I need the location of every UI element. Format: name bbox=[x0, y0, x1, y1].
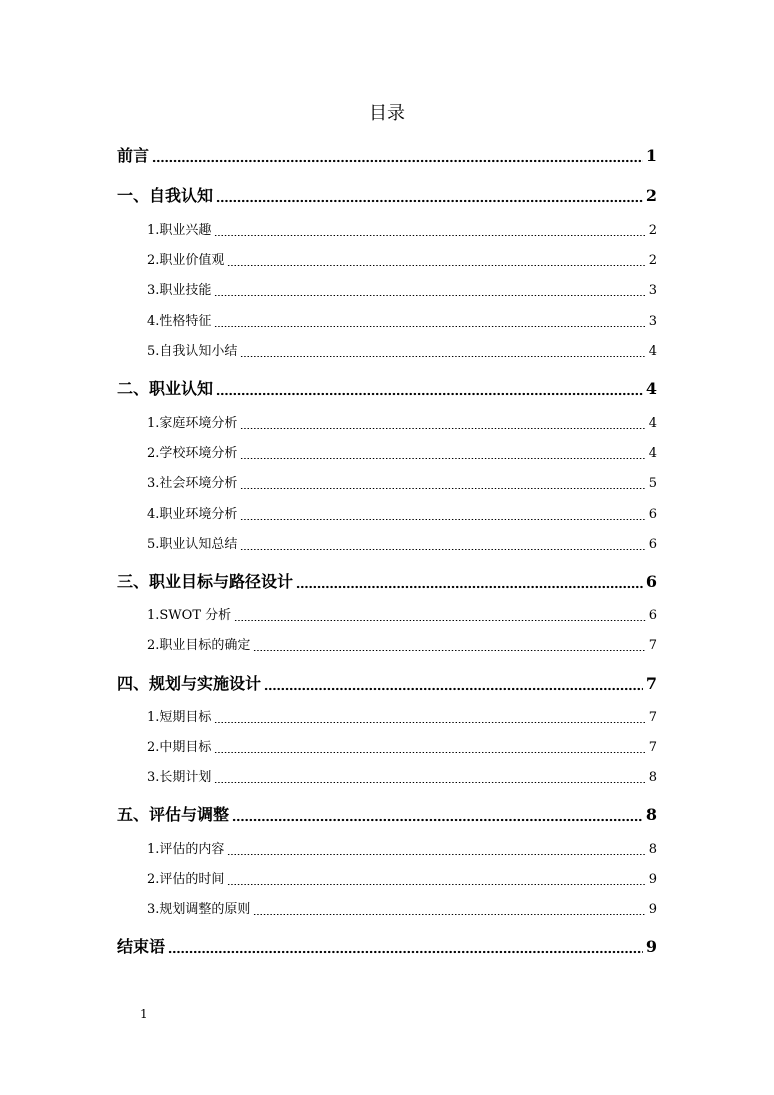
toc-entry-label: 2.学校环境分析 bbox=[147, 446, 238, 461]
toc-entry-page: 9 bbox=[648, 902, 657, 917]
toc-entry-label: 4.职业环境分析 bbox=[147, 507, 238, 522]
toc-section-entry[interactable] bbox=[147, 222, 657, 240]
toc-entry-label: 五、评估与调整 bbox=[117, 805, 230, 824]
dot-leader bbox=[296, 585, 643, 589]
toc-entry-label: 4.性格特征 bbox=[147, 314, 212, 329]
toc-entry-page: 6 bbox=[648, 608, 657, 623]
toc-section-entry[interactable] bbox=[147, 475, 657, 493]
toc-section-entry[interactable] bbox=[147, 282, 657, 300]
toc-section-entry[interactable] bbox=[147, 536, 657, 554]
toc-entry-label: 1.家庭环境分析 bbox=[147, 416, 238, 431]
dot-leader bbox=[240, 487, 645, 490]
toc-entry-label: 2.评估的时间 bbox=[147, 872, 225, 887]
dot-leader bbox=[214, 234, 645, 237]
toc-entry-label: 5.自我认知小结 bbox=[147, 344, 238, 359]
toc-entry-label: 结束语 bbox=[117, 937, 166, 956]
toc-entry-label: 2.中期目标 bbox=[147, 740, 212, 755]
toc-entry-page: 7 bbox=[648, 710, 657, 725]
toc-section-entry[interactable] bbox=[147, 841, 657, 859]
toc-entry-label: 2.职业价值观 bbox=[147, 253, 225, 268]
toc-chapter-entry[interactable] bbox=[117, 145, 657, 167]
toc-chapter-entry[interactable] bbox=[117, 936, 657, 958]
toc-entry-page: 6 bbox=[645, 572, 657, 591]
toc-entry-label: 三、职业目标与路径设计 bbox=[117, 572, 294, 591]
dot-leader bbox=[216, 199, 643, 203]
toc-chapter-entry[interactable] bbox=[117, 804, 657, 826]
dot-leader bbox=[240, 355, 645, 358]
toc-section-entry[interactable] bbox=[147, 709, 657, 727]
toc-entry-page: 7 bbox=[648, 740, 657, 755]
toc-entry-page: 8 bbox=[645, 805, 657, 824]
toc-entry-page: 6 bbox=[648, 507, 657, 522]
toc-section-entry[interactable] bbox=[147, 445, 657, 463]
toc-entry-label: 1.短期目标 bbox=[147, 710, 212, 725]
dot-leader bbox=[240, 548, 645, 551]
toc-entry-page: 2 bbox=[648, 253, 657, 268]
toc-title: 目录 bbox=[369, 103, 405, 124]
toc-entry-page: 4 bbox=[648, 344, 657, 359]
toc-entry-page: 7 bbox=[648, 638, 657, 653]
toc-entry-page: 7 bbox=[645, 674, 657, 693]
toc-section-entry[interactable] bbox=[147, 252, 657, 270]
dot-leader bbox=[227, 853, 645, 856]
toc-entry-page: 6 bbox=[648, 537, 657, 552]
dot-leader bbox=[216, 392, 643, 396]
dot-leader bbox=[240, 457, 645, 460]
toc-entry-label: 3.职业技能 bbox=[147, 283, 212, 298]
dot-leader bbox=[234, 619, 646, 622]
dot-leader bbox=[232, 818, 643, 822]
toc-entry-page: 2 bbox=[645, 186, 657, 205]
toc-entry-page: 8 bbox=[648, 842, 657, 857]
toc-entry-page: 4 bbox=[648, 446, 657, 461]
toc-entry-label: 一、自我认知 bbox=[117, 186, 214, 205]
toc-section-entry[interactable] bbox=[147, 871, 657, 889]
toc-section-entry[interactable] bbox=[147, 313, 657, 331]
dot-leader bbox=[240, 518, 645, 521]
toc-entry-page: 3 bbox=[648, 314, 657, 329]
toc-entry-page: 9 bbox=[645, 937, 657, 956]
toc-entry-page: 1 bbox=[645, 146, 657, 165]
dot-leader bbox=[152, 159, 643, 163]
dot-leader bbox=[227, 883, 645, 886]
toc-entry-page: 3 bbox=[648, 283, 657, 298]
toc-entry-page: 9 bbox=[648, 872, 657, 887]
dot-leader bbox=[214, 751, 645, 754]
toc-entry-label: 1.SWOT 分析 bbox=[147, 608, 232, 623]
page-number: 1 bbox=[140, 1007, 148, 1021]
toc-section-entry[interactable] bbox=[147, 637, 657, 655]
toc-section-entry[interactable] bbox=[147, 739, 657, 757]
toc-entry-label: 1.评估的内容 bbox=[147, 842, 225, 857]
toc-entry-label: 3.社会环境分析 bbox=[147, 476, 238, 491]
toc-entry-page: 5 bbox=[648, 476, 657, 491]
toc-section-entry[interactable] bbox=[147, 343, 657, 361]
dot-leader bbox=[240, 427, 645, 430]
toc-entry-page: 4 bbox=[645, 379, 657, 398]
toc-section-entry[interactable] bbox=[147, 607, 657, 625]
toc-section-entry[interactable] bbox=[147, 901, 657, 919]
toc-entry-label: 3.规划调整的原则 bbox=[147, 902, 251, 917]
toc-chapter-entry[interactable] bbox=[117, 185, 657, 207]
toc-entry-label: 二、职业认知 bbox=[117, 379, 214, 398]
dot-leader bbox=[253, 913, 645, 916]
toc-entry-label: 四、规划与实施设计 bbox=[117, 674, 262, 693]
dot-leader bbox=[264, 687, 643, 691]
toc-chapter-entry[interactable] bbox=[117, 571, 657, 593]
toc-entry-label: 1.职业兴趣 bbox=[147, 223, 212, 238]
dot-leader bbox=[168, 950, 643, 954]
toc-section-entry[interactable] bbox=[147, 769, 657, 787]
toc-section-entry[interactable] bbox=[147, 415, 657, 433]
dot-leader bbox=[214, 325, 645, 328]
dot-leader bbox=[227, 264, 645, 267]
toc-entry-page: 2 bbox=[648, 223, 657, 238]
toc-entry-label: 前言 bbox=[117, 146, 150, 165]
toc-entry-label: 3.长期计划 bbox=[147, 770, 212, 785]
dot-leader bbox=[253, 649, 645, 652]
toc-entry-label: 5.职业认知总结 bbox=[147, 537, 238, 552]
toc-chapter-entry[interactable] bbox=[117, 378, 657, 400]
toc-section-entry[interactable] bbox=[147, 506, 657, 524]
dot-leader bbox=[214, 781, 645, 784]
dot-leader bbox=[214, 294, 645, 297]
toc-chapter-entry[interactable] bbox=[117, 673, 657, 695]
dot-leader bbox=[214, 721, 645, 724]
toc-entry-label: 2.职业目标的确定 bbox=[147, 638, 251, 653]
toc-entry-page: 4 bbox=[648, 416, 657, 431]
toc-entry-page: 8 bbox=[648, 770, 657, 785]
